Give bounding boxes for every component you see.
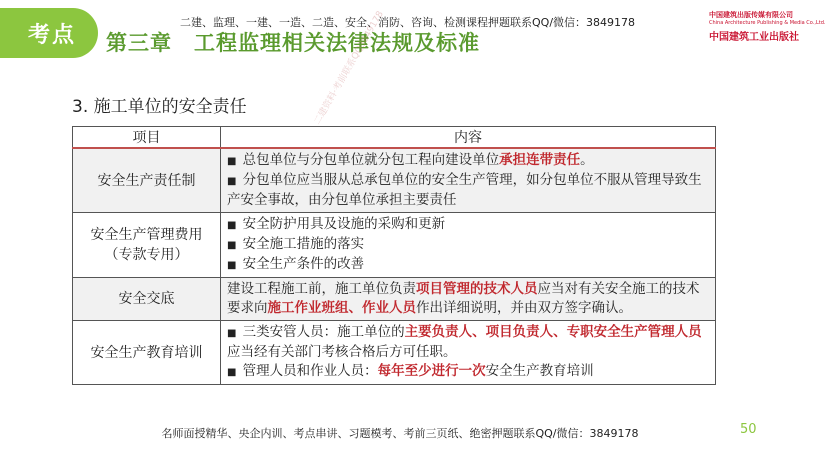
table-row (73, 148, 716, 213)
content-text: 应当经有关部门考核合格后方可任职。 (227, 344, 457, 360)
content-line (227, 235, 710, 255)
table-row (73, 213, 716, 278)
content-cell (221, 148, 716, 213)
content-text: 作出详细说明，并由双方签字确认。 (416, 300, 632, 316)
chapter-title: 第三章 工程监理相关法律法规及标准 (106, 31, 480, 55)
content-line (227, 323, 710, 362)
header-item: 项目 (73, 127, 221, 149)
bullet-square-icon: ■ (227, 240, 240, 251)
highlight-text: 主要负责人、项目负责人、专职安全生产管理人员 (404, 324, 702, 340)
top-contact-text: 二建、监理、一建、一造、二造、安全、消防、咨询、检测课程押题联系QQ/微信：3849178 (180, 16, 636, 29)
item-cell: 安全生产管理费用（专款专用） (73, 213, 221, 278)
content-text: 应当对有关安全施工的技术要求向 (227, 281, 700, 316)
content-text: 安全施工措施的落实 (242, 236, 365, 252)
content-line (227, 255, 710, 275)
bullet-square-icon: ■ (227, 260, 240, 271)
highlight-text: 承担连带责任 (499, 152, 581, 168)
page-number: 50 (740, 422, 757, 437)
item-cell: 安全生产责任制 (73, 148, 221, 213)
content-text: 安全防护用具及设施的采购和更新 (242, 216, 446, 232)
table-row (73, 321, 716, 385)
content-line (227, 215, 710, 235)
content-line (227, 280, 710, 318)
content-line (227, 362, 710, 382)
watermark-text: 二建资料·考前联系QQ3849178 (312, 9, 386, 127)
highlight-text: 每年至少进行一次 (377, 363, 486, 379)
bullet-square-icon: ■ (227, 328, 240, 339)
content-text: 安全生产条件的改善 (242, 256, 365, 272)
content-cell (221, 278, 716, 321)
content-text: 分包单位应当服从总承包单位的安全生产管理，如分包单位不服从管理导致生产安全事故，由分包单位承担主要责任 (227, 172, 702, 208)
safety-responsibility-table (72, 126, 716, 385)
publisher-name-en: China Architecture Publishing & Media Co.,Ltd. (709, 20, 825, 26)
publisher-press-name: 中国建筑工业出版社 (709, 32, 799, 43)
publisher-logo-block (705, 10, 825, 46)
content-cell (221, 213, 716, 278)
content-text: 安全生产教育培训 (485, 363, 594, 379)
content-text: 建设工程施工前，施工单位负责 (227, 281, 416, 297)
topic-badge: 考点 (6, 8, 98, 58)
content-text: 。 (580, 152, 594, 168)
bullet-square-icon: ■ (227, 156, 240, 167)
bullet-square-icon: ■ (227, 367, 240, 378)
highlight-text: 施工作业班组、作业人员 (267, 300, 416, 316)
content-cell (221, 321, 716, 385)
bullet-square-icon: ■ (227, 176, 240, 187)
table-header-row (73, 127, 716, 149)
highlight-text: 项目管理的技术人员 (416, 281, 538, 297)
content-text: 三类安管人员：施工单位的 (242, 324, 405, 340)
content-line (227, 151, 710, 171)
section-heading: 3. 施工单位的安全责任 (72, 97, 247, 117)
header-content: 内容 (221, 127, 716, 149)
item-cell: 安全交底 (73, 278, 221, 321)
content-text: 总包单位与分包单位就分包工程向建设单位 (242, 152, 500, 168)
footer-contact-text: 名师面授精华、央企内训、考点串讲、习题模考、考前三页纸、绝密押题联系QQ/微信：3849178 (161, 427, 639, 440)
publisher-name: 中国建筑出版传媒有限公司 (709, 11, 793, 19)
table-row (73, 278, 716, 321)
content-line (227, 171, 710, 210)
bullet-square-icon: ■ (227, 220, 240, 231)
item-cell: 安全生产教育培训 (73, 321, 221, 385)
content-text: 管理人员和作业人员： (242, 363, 378, 379)
